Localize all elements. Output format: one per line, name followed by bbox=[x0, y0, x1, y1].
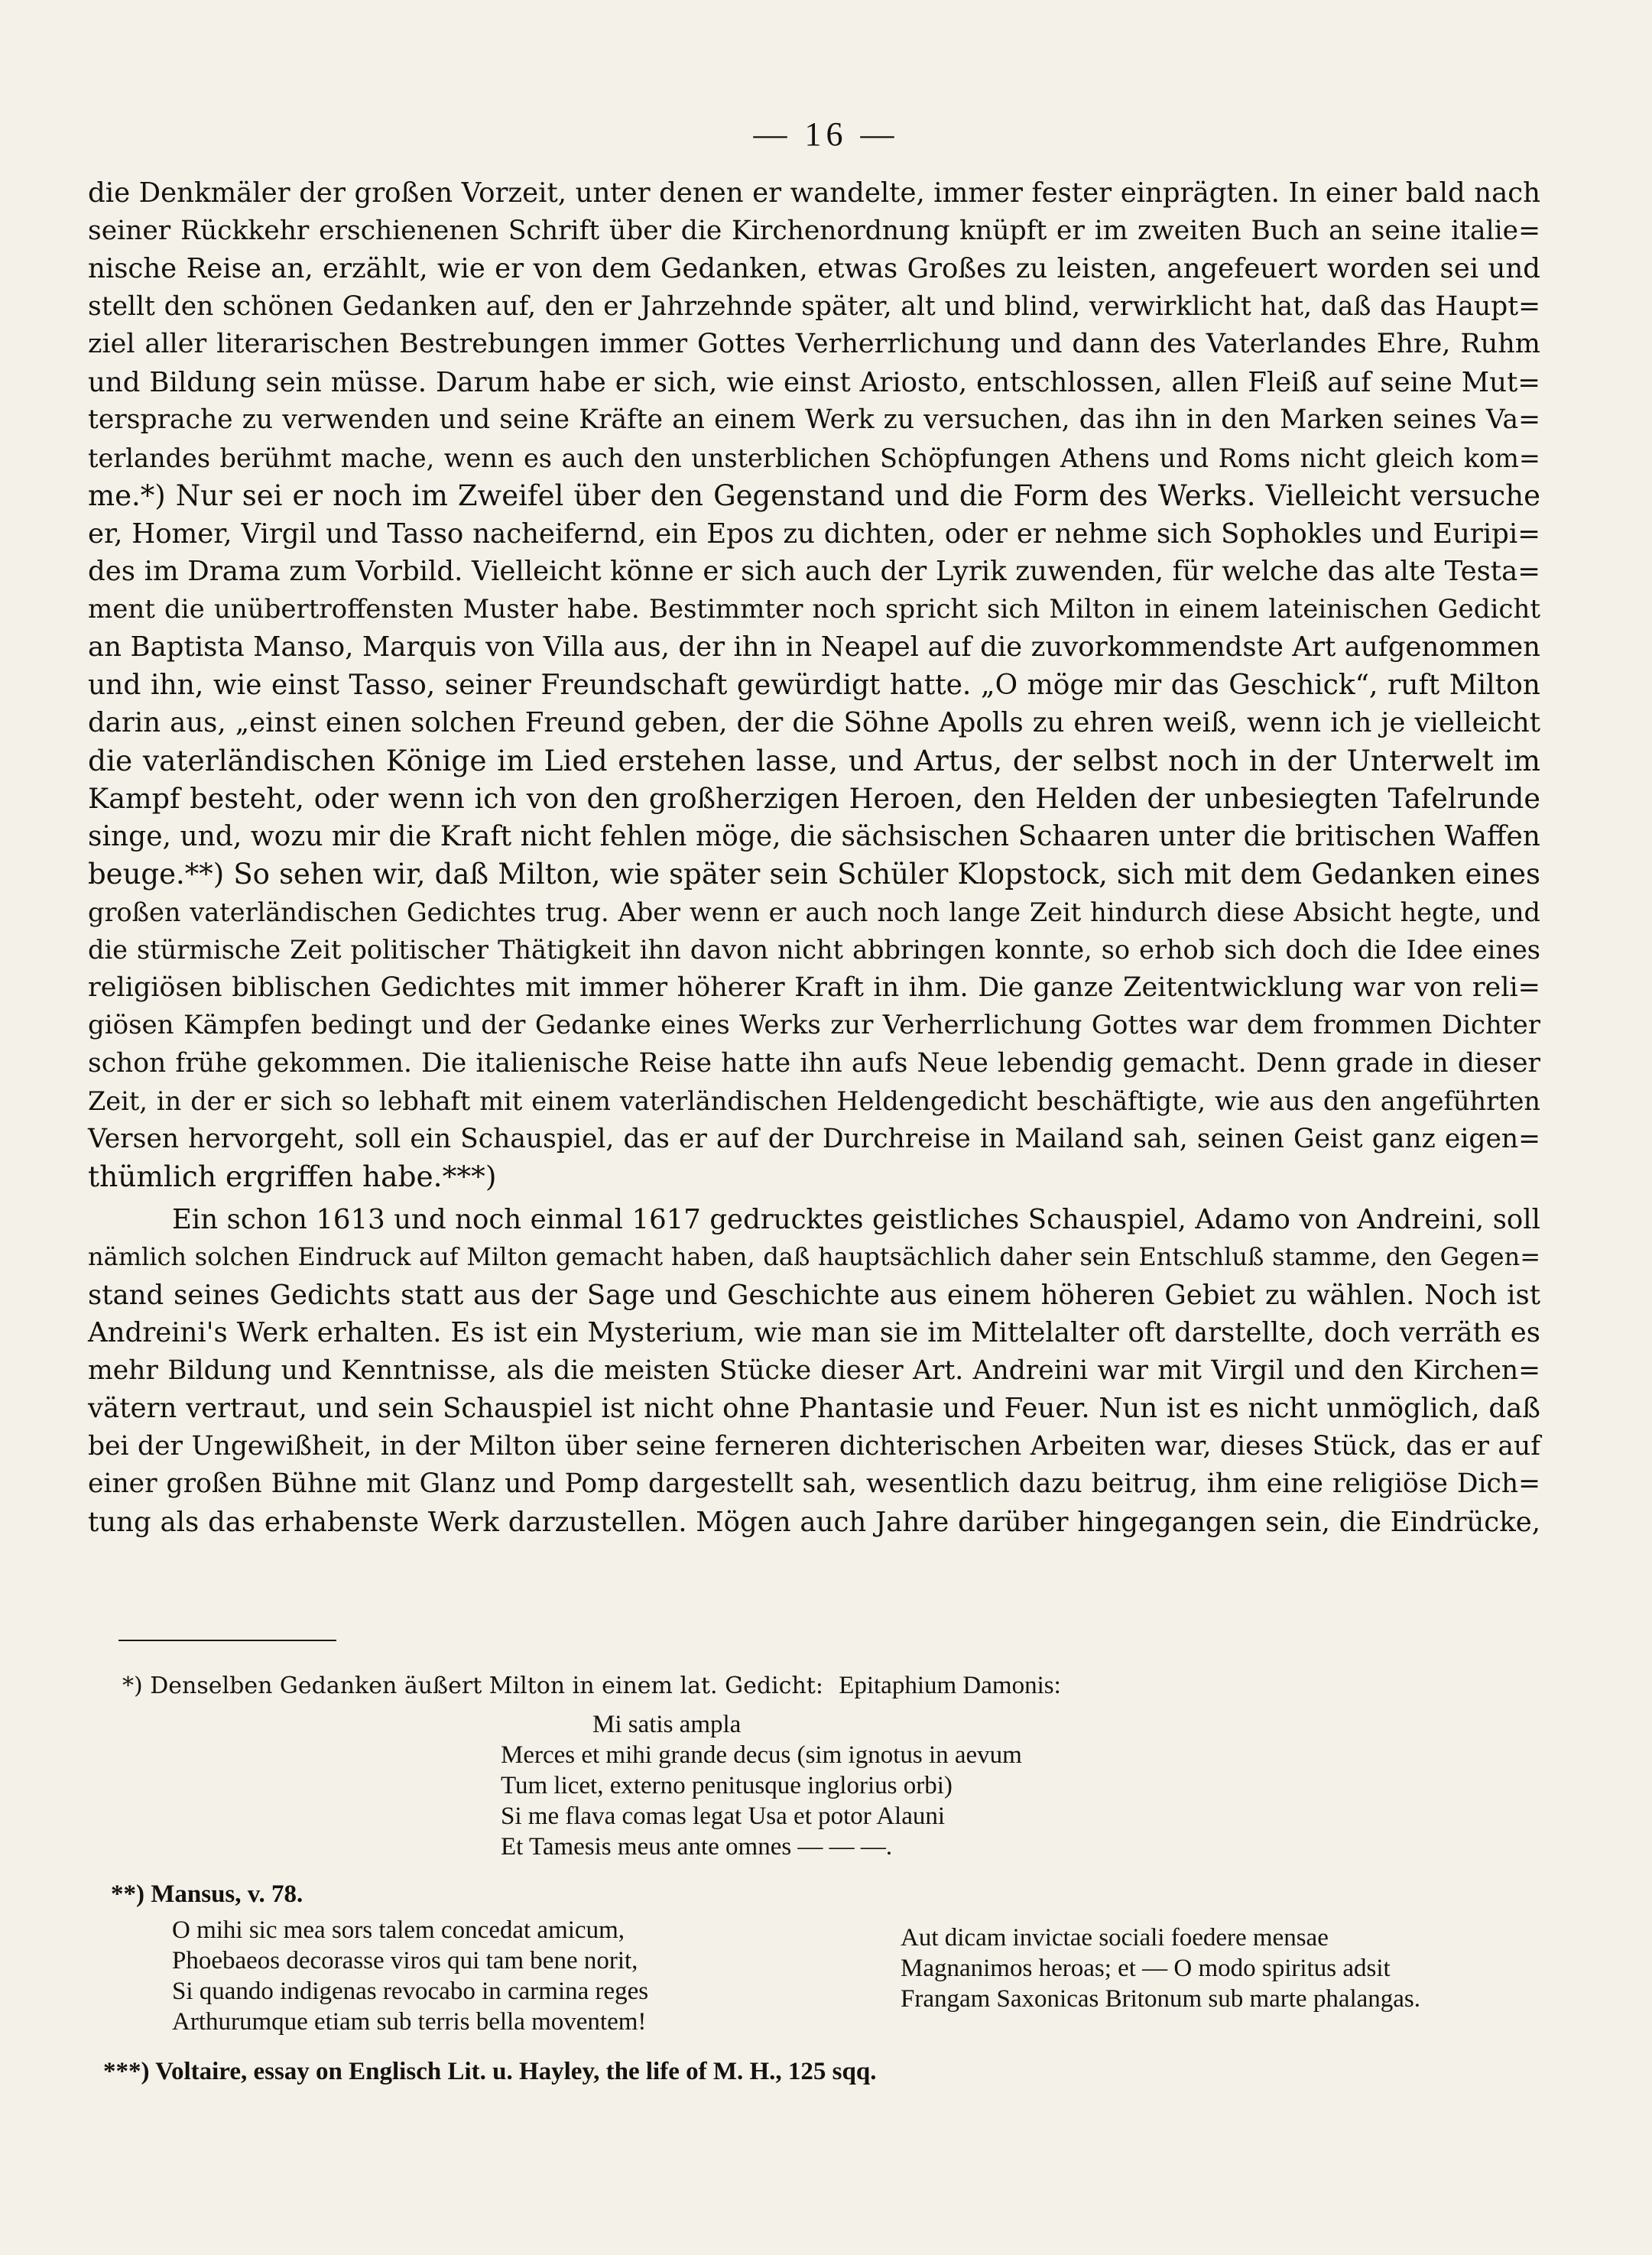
paragraph-1 bbox=[88, 174, 1540, 1196]
text-line: und ihn, wie einst Tasso, seiner Freundschaft gewürdigt hatte. „O möge mir das Geschick“, ruft Milton bbox=[88, 669, 1540, 701]
text-line: stellt den schönen Gedanken auf, den er Jahrzehnde später, alt und blind, verwirklicht hat, daß das Haupt= bbox=[88, 290, 1540, 322]
verse-line: Arthurumque etiam sub terris bella moventem! bbox=[172, 2008, 647, 2036]
text-line: er, Homer, Virgil und Tasso nacheifernd, ein Epos zu dichten, oder er nehme sich Sophokles und Euripi= bbox=[88, 518, 1540, 550]
text-line: ment die unübertroffensten Muster habe. Bestimmter noch spricht sich Milton in einem lateinischen Gedicht bbox=[88, 593, 1540, 625]
text-line: bei der Ungewißheit, in der Milton über seine ferneren dichterischen Arbeiten war, dieses Stück, das er auf bbox=[88, 1430, 1540, 1462]
verse-line: Frangam Saxonicas Britonum sub marte phalangas. bbox=[901, 1985, 1421, 2013]
text-line: beuge.**) So sehen wir, daß Milton, wie später sein Schüler Klopstock, sich mit dem Gedanken eines bbox=[88, 858, 1540, 891]
footnote-1-verse bbox=[501, 1709, 1022, 1862]
verse-line: Tum licet, externo penitusque inglorius orbi) bbox=[501, 1772, 953, 1799]
text-line: Ein schon 1613 und noch einmal 1617 gedrucktes geistliches Schauspiel, Adamo von Andreini, soll bbox=[172, 1203, 1540, 1235]
text-line: darin aus, „einst einen solchen Freund geben, der die Söhne Apolls zu ehren weiß, wenn ich je vielleicht bbox=[88, 707, 1540, 738]
verse-line: Si quando indigenas revocabo in carmina reges bbox=[172, 1978, 649, 2005]
text-line: stand seines Gedichts statt aus der Sage und Geschichte aus einem höheren Gebiet zu wählen. Noch ist bbox=[88, 1279, 1540, 1311]
verse-line: Et Tamesis meus ante omnes — — —. bbox=[501, 1833, 893, 1861]
paragraph-2 bbox=[88, 1201, 1540, 1542]
verse-line: Mi satis ampla bbox=[592, 1711, 742, 1738]
footnote-1-title: Epitaphium Damonis: bbox=[839, 1672, 1061, 1699]
text-line: tersprache zu verwenden und seine Kräfte an einem Werk zu versuchen, das ihn in den Marken seines Va= bbox=[88, 404, 1540, 435]
verse-line: Aut dicam invictae sociali foedere mensae bbox=[901, 1924, 1329, 1952]
verse-line: Merces et mihi grande decus (sim ignotus in aevum bbox=[501, 1741, 1022, 1769]
verse-line: Phoebaeos decorasse viros qui tam bene norit, bbox=[172, 1947, 638, 1974]
text-line: Andreini's Werk erhalten. Es ist ein Mysterium, wie man sie im Mittelalter oft darstellte, doch verräth es bbox=[88, 1317, 1540, 1348]
footnote-2-intro: **) Mansus, v. 78. bbox=[111, 1880, 303, 1908]
footnote-1-intro bbox=[122, 1670, 1061, 1702]
text-line: großen vaterländischen Gedichtes trug. Aber wenn er auch noch lange Zeit hindurch diese Absicht hegte, und bbox=[88, 897, 1540, 927]
text-line: terlandes berühmt mache, wenn es auch den unsterblichen Schöpfungen Athens und Roms nicht gleich kom= bbox=[88, 443, 1540, 473]
text-line: thümlich ergriffen habe.***) bbox=[88, 1160, 497, 1193]
footnote-2-verse-right bbox=[901, 1922, 1420, 2014]
text-line: ziel aller literarischen Bestrebungen immer Gottes Verherrlichung und dann des Vaterlandes Ehre, Ruhm bbox=[88, 329, 1540, 359]
text-line: Kampf besteht, oder wenn ich von den großherzigen Heroen, den Helden der unbesiegten Tafelrunde bbox=[88, 782, 1540, 815]
text-line: die Denkmäler der großen Vorzeit, unter denen er wandelte, immer fester einprägten. In einer bald nach bbox=[88, 177, 1540, 209]
text-line: nämlich solchen Eindruck auf Milton gemacht haben, daß hauptsächlich daher sein Entschluß stamme, den Gegen= bbox=[88, 1242, 1540, 1271]
page-number: — 16 — bbox=[753, 115, 899, 153]
text-line: die vaterländischen Könige im Lied erstehen lasse, und Artus, der selbst noch in der Unterwelt im bbox=[88, 743, 1540, 777]
verse-line: O mihi sic mea sors talem concedat amicum, bbox=[172, 1916, 625, 1944]
text-line: me.*) Nur sei er noch im Zweifel über den Gegenstand und die Form des Werks. Vielleicht versuche bbox=[88, 479, 1540, 512]
text-line: vätern vertraut, und sein Schauspiel ist nicht ohne Phantasie und Feuer. Nun ist es nicht unmöglich, daß bbox=[88, 1393, 1540, 1424]
text-line: Zeit, in der er sich so lebhaft mit einem vaterländischen Heldengedicht beschäftigte, wie aus den angeführten bbox=[88, 1086, 1540, 1116]
main-text bbox=[88, 174, 1540, 1541]
text-line: Versen hervorgeht, soll ein Schauspiel, das er auf der Durchreise in Mailand sah, seinen Geist ganz eigen= bbox=[88, 1123, 1540, 1154]
footnote-divider bbox=[118, 1640, 336, 1641]
text-line: die stürmische Zeit politischer Thätigkeit ihn davon nicht abbringen konnte, so erhob sich doch die Idee eines bbox=[88, 935, 1540, 965]
text-line: singe, und, wozu mir die Kraft nicht fehlen möge, die sächsischen Schaaren unter die britischen Waffen bbox=[88, 820, 1540, 852]
footnote-3: ***) Voltaire, essay on Englisch Lit. u. Hayley, the life of M. H., 125 sqq. bbox=[103, 2058, 877, 2085]
text-line: giösen Kämpfen bedingt und der Gedanke eines Werks zur Verherrlichung Gottes war dem frommen Dichter bbox=[88, 1010, 1540, 1040]
text-line: an Baptista Manso, Marquis von Villa aus, der ihn in Neapel auf die zuvorkommendste Art aufgenommen bbox=[88, 631, 1540, 663]
text-line: schon frühe gekommen. Die italienische Reise hatte ihn aufs Neue lebendig gemacht. Denn grade in dieser bbox=[88, 1047, 1540, 1079]
text-line: und Bildung sein müsse. Darum habe er sich, wie einst Ariosto, entschlossen, allen Fleiß auf seine Mut= bbox=[88, 366, 1540, 398]
footnote-1-text: *) Denselben Gedanken äußert Milton in einem lat. Gedicht: bbox=[122, 1673, 823, 1699]
text-line: seiner Rückkehr erschienenen Schrift über die Kirchenordnung knüpft er im zweiten Buch an seine italie= bbox=[88, 215, 1540, 246]
verse-line: Magnanimos heroas; et — O modo spiritus adsit bbox=[901, 1955, 1391, 1982]
text-line: des im Drama zum Vorbild. Vielleicht könne er sich auch der Lyrik zuwenden, für welche das alte Testa= bbox=[88, 556, 1540, 587]
text-line: religiösen biblischen Gedichtes mit immer höherer Kraft in ihm. Die ganze Zeitentwicklung war von reli= bbox=[88, 972, 1540, 1003]
text-line: mehr Bildung und Kenntnisse, als die meisten Stücke dieser Art. Andreini war mit Virgil und den Kirchen= bbox=[88, 1355, 1540, 1386]
text-line: tung als das erhabenste Werk darzustellen. Mögen auch Jahre darüber hingegangen sein, die Eindrücke, bbox=[88, 1506, 1540, 1538]
footnote-2-verse-left bbox=[172, 1915, 648, 2037]
text-line: einer großen Bühne mit Glanz und Pomp dargestellt sah, wesentlich dazu beitrug, ihm eine religiöse Dich= bbox=[88, 1468, 1540, 1499]
verse-line: Si me flava comas legat Usa et potor Alauni bbox=[501, 1802, 946, 1830]
text-line: nische Reise an, erzählt, wie er von dem Gedanken, etwas Großes zu leisten, angefeuert worden sei und bbox=[88, 253, 1540, 284]
